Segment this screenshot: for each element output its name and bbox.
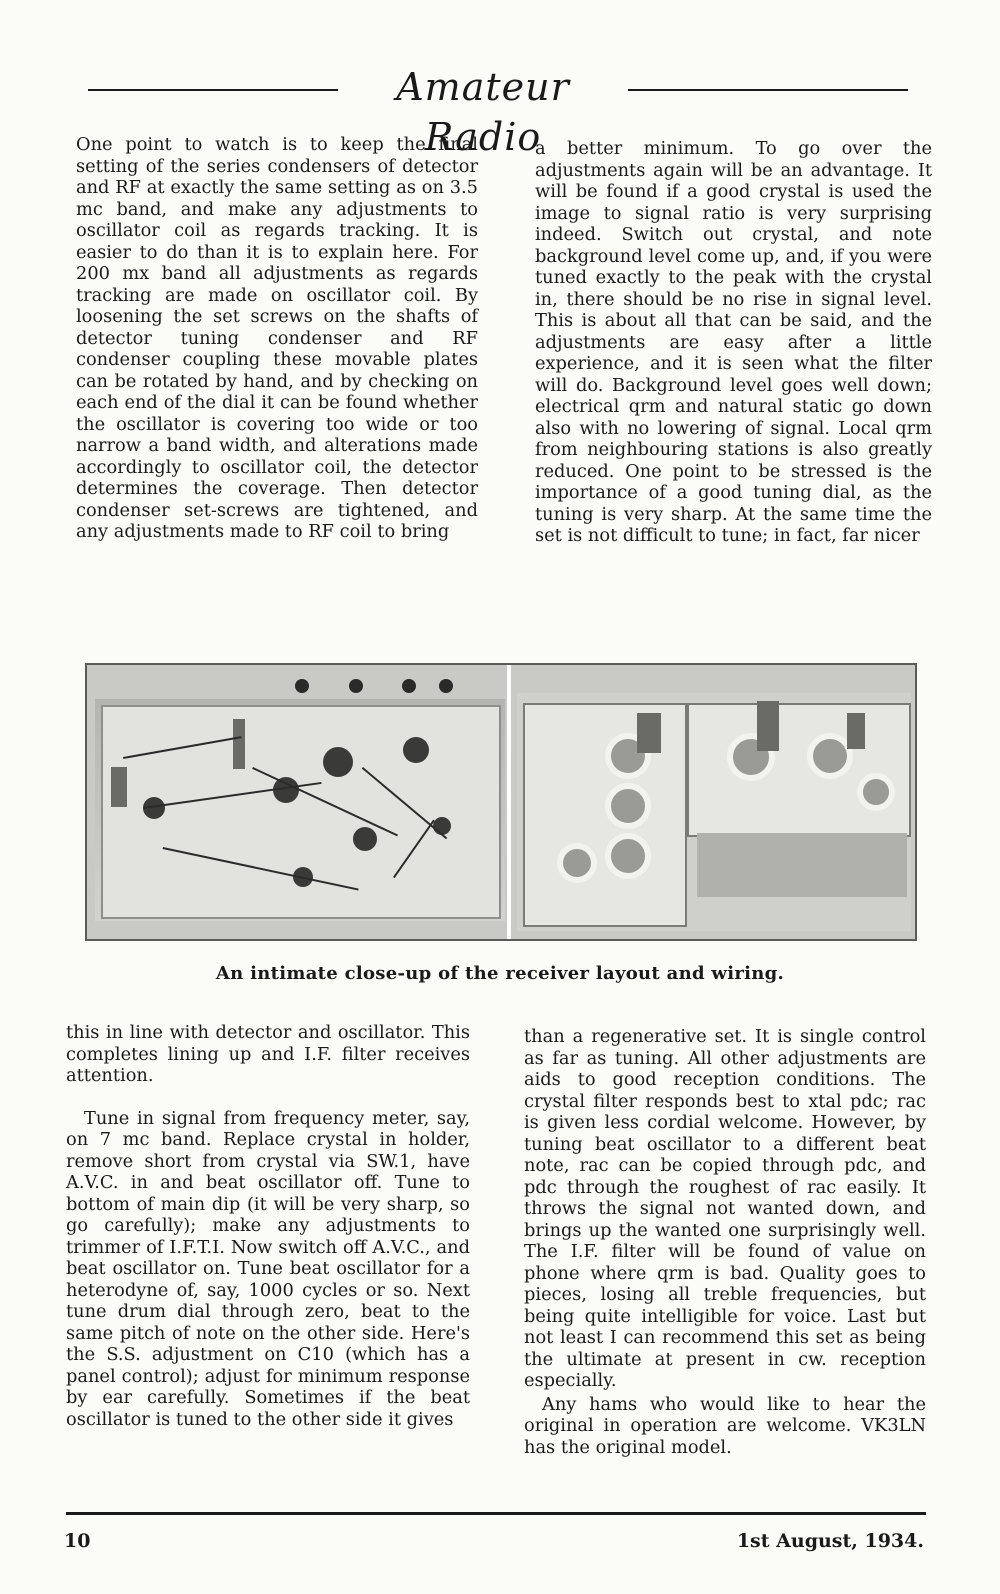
masthead-rule-left — [88, 89, 338, 91]
receiver-photo — [85, 663, 917, 941]
receiver-underside-photo — [95, 699, 505, 921]
paragraph: Tune in signal from frequency meter, say, on 7 mc band. Replace crystal in holder, remove short from crystal via SW.1, have A.V.C. in and beat oscillator off. Tune to bottom of main dip (it will be very sharp, so go carefully); make any adjustments to trimmer of I.F.T.I. Now switch off A.V.C., and beat oscillator on. Tune beat oscillator for a heterodyne of, say, 1000 cycles or so. Next tune drum dial through zero, beat to the same pitch of note on the other side. Here's the S.S. adjustment on C10 (which has a panel control); adjust for minimum response by ear carefully. Sometimes if the beat oscillator is tuned to the other side it gives — [66, 1107, 470, 1430]
column-top-right — [535, 138, 932, 547]
masthead-title: Amateur Radio — [396, 65, 570, 159]
page-number: 10 — [64, 1530, 91, 1552]
footer-rule — [66, 1512, 926, 1515]
paragraph: than a regenerative set. It is single control as far as tuning. All other adjustments are aids to good reception conditions. The crystal filter responds best to xtal pdc; rac is given less cordial welcome. However, by tuning beat oscillator to a different beat note, rac can be copied through pdc, and pdc through the roughest of rac easily. It throws the signal not wanted down, and brings up the wanted one surprisingly well. The I.F. filter will be found of value on phone where qrm is bad. Quality goes to pieces, losing all treble frequencies, but being quite intelligible for voice. Last but not least I can recommend this set as being the ultimate at present in cw. reception especially. — [524, 1026, 926, 1391]
masthead — [88, 62, 908, 159]
photo-divider — [507, 665, 511, 939]
paragraph: a better minimum. To go over the adjustments again will be an advantage. It will be found if a good crystal is used the image to signal ratio is very surprising indeed. Switch out crystal, and note background level come up, and, if you were tuned exactly to the peak with the crystal in, there should be no rise in signal level. This is about all that can be said, and the adjustments are easy after a little experience, and it is seen what the filter will do. Background level goes well down; electrical qrm and natural static go down also with no lowering of signal. Local qrm from neighbouring stations is also greatly reduced. One point to be stressed is the importance of a good tuning dial, as the tuning is very sharp. At the same time the set is not difficult to tune; in fact, far nicer — [535, 138, 932, 546]
paragraph: Any hams who would like to hear the original in operation are welcome. VK3LN has the original model. — [524, 1393, 926, 1458]
paragraph: One point to watch is to keep the final setting of the series condensers of detector and RF at exactly the same setting as on 3.5 mc band, and make any adjustments to oscillator coil as regards tracking. It is easier to do than it is to explain here. For 200 mx band all adjustments as regards tracking are made on oscillator coil. By loosening the set screws on the shafts of detector tuning condenser and RF condenser coupling these movable plates can be rotated by hand, and by checking on each end of the dial it can be found whether the oscillator is covering too wide or too narrow a band width, and alterations made accordingly to oscillator coil, the detector determines the coverage. Then detector condenser set-screws are tightened, and any adjustments made to RF coil to bring — [76, 134, 478, 542]
paragraph: this in line with detector and oscillator. This completes lining up and I.F. filter receives attention. — [66, 1022, 470, 1086]
column-bottom-left — [66, 1022, 470, 1430]
receiver-top-photo — [517, 693, 911, 931]
column-top-left — [76, 134, 478, 543]
column-bottom-right — [524, 1026, 926, 1458]
issue-date: 1st August, 1934. — [736, 1530, 924, 1552]
chassis — [101, 705, 501, 919]
figure-caption: An intimate close-up of the receiver layout and wiring. — [215, 963, 785, 984]
masthead-rule-right — [628, 89, 908, 91]
